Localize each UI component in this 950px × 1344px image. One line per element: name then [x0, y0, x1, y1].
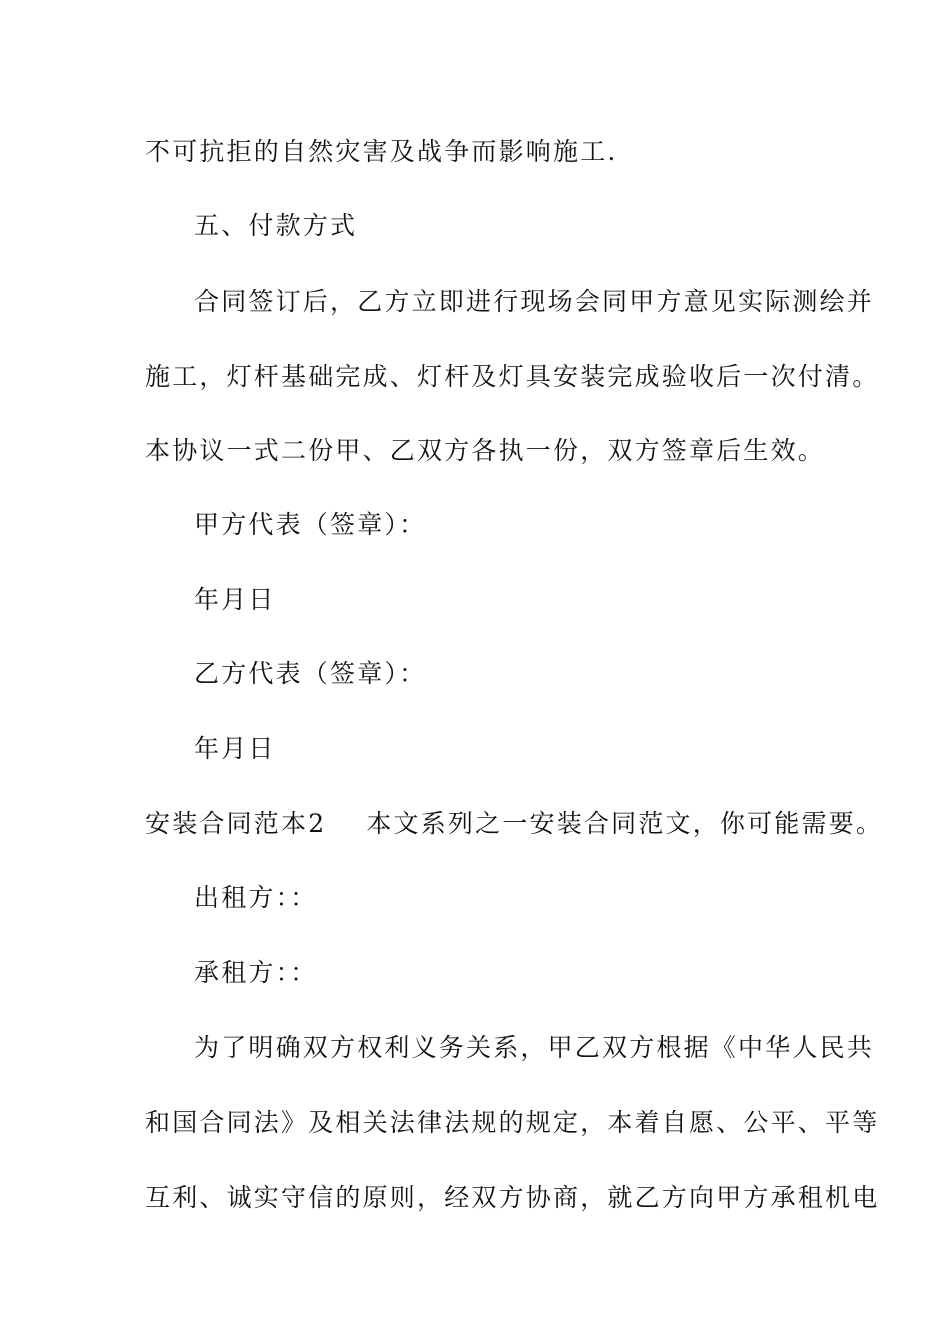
date-line: 年月日	[194, 734, 276, 763]
lessor-line: 出租方：：	[194, 883, 318, 912]
paragraph-line: 为了明确双方权利义务关系，甲乙双方根据《中华人民共	[194, 1033, 875, 1062]
paragraph-line: 和国合同法》及相关法律法规的规定，本着自愿、公平、平等	[145, 1108, 880, 1137]
paragraph-line: 不可抗拒的自然灾害及战争而影响施工.	[145, 137, 618, 166]
paragraph-line: 互利、诚实守信的原则，经双方协商，就乙方向甲方承租机电	[145, 1183, 880, 1212]
contract-title: 安装合同范本2	[145, 809, 327, 838]
paragraph-line: 施工，灯杆基础完成、灯杆及灯具安装完成验收后一次付清。	[145, 362, 880, 391]
lessee-line: 承租方：：	[194, 958, 318, 987]
contract-title-line	[145, 806, 884, 842]
section-heading: 五、付款方式	[194, 211, 358, 240]
party-b-signature-line: 乙方代表（签章）：	[194, 659, 427, 688]
party-a-signature-line: 甲方代表（签章）：	[194, 510, 427, 539]
date-line: 年月日	[194, 585, 276, 614]
series-note: 本文系列之一安装合同范文，你可能需要。	[366, 809, 884, 838]
paragraph-line: 合同签订后，乙方立即进行现场会同甲方意见实际测绘并	[194, 287, 875, 316]
paragraph-line: 本协议一式二份甲、乙双方各执一份，双方签章后生效。	[145, 436, 826, 465]
